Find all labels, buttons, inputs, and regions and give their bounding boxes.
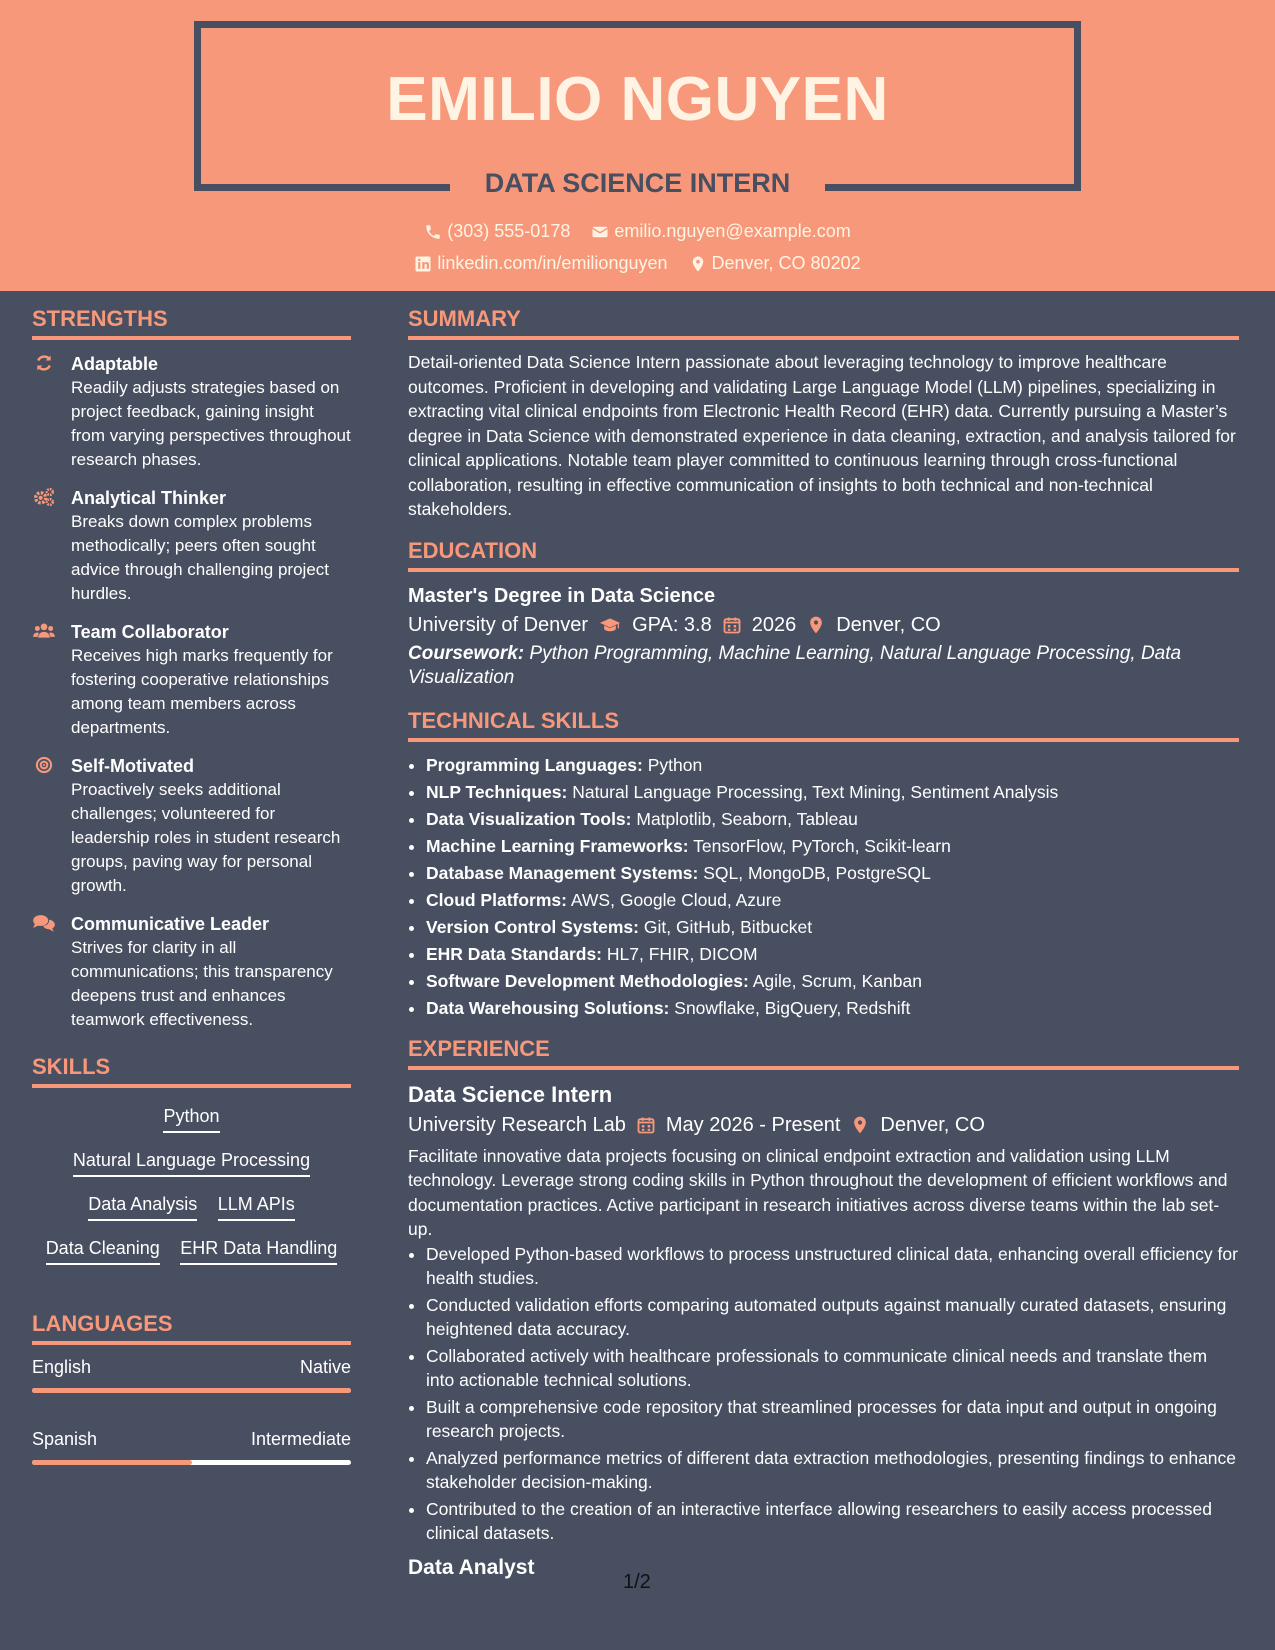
contact-linkedin[interactable] (414, 253, 667, 274)
strength-item (32, 620, 351, 740)
strength-item (32, 912, 351, 1032)
strength-item (32, 486, 351, 606)
coursework-list: Python Programming, Machine Learning, Natural Language Processing, Data Visualization (408, 642, 1182, 688)
technical-skill-category: Cloud Platforms: (426, 889, 567, 910)
skill-tag: Data Analysis (88, 1194, 197, 1221)
technical-skill-item (426, 806, 1239, 833)
graduation-year: 2026 (751, 613, 797, 636)
resume-header (0, 0, 1275, 291)
envelope-icon (591, 223, 609, 241)
technical-skill-category: Programming Languages: (426, 754, 643, 775)
users-icon (32, 621, 56, 641)
skill-tag: LLM APIs (218, 1194, 295, 1221)
coursework-label: Coursework: (408, 642, 525, 664)
location-text: Denver, CO 80202 (711, 253, 861, 273)
technical-skill-category: Version Control Systems: (426, 916, 639, 937)
comments-icon (32, 913, 56, 933)
language-bar-fill (32, 1460, 192, 1465)
email-text: emilio.nguyen@example.com (614, 221, 851, 241)
skill-row (32, 1194, 351, 1221)
strength-name: Team Collaborator (71, 622, 229, 642)
language-row (32, 1429, 351, 1450)
degree-name: Master's Degree in Data Science (408, 584, 716, 607)
strength-name: Self-Motivated (71, 756, 195, 776)
skill-row (32, 1106, 351, 1133)
technical-skill-values: HL7, FHIR, DICOM (606, 943, 758, 964)
strength-desc: Proactively seeks additional challenges; volunteered for leadership roles in student research groups, paving way for personal growth. (71, 780, 341, 895)
experience-heading: EXPERIENCE (408, 1036, 1239, 1070)
technical-skill-item (426, 887, 1239, 914)
job-location: Denver, CO (880, 1113, 985, 1136)
technical-skill-category: Data Warehousing Solutions: (426, 997, 670, 1018)
languages-list (32, 1357, 351, 1465)
strength-name: Communicative Leader (71, 914, 270, 934)
language-row (32, 1357, 351, 1378)
linkedin-icon (414, 255, 432, 273)
skills-heading: SKILLS (32, 1054, 351, 1088)
graduation-cap-icon (598, 615, 622, 635)
skill-row (32, 1238, 351, 1265)
skills-list (32, 1100, 351, 1265)
map-pin-icon (806, 615, 826, 635)
strength-item (32, 754, 351, 898)
target-icon (32, 755, 56, 775)
technical-skill-item (426, 995, 1239, 1022)
job-bullet: • Conducted validation efforts comparing automated outputs against manually curated datasets, ensuring heightened data accuracy. (426, 1293, 1239, 1342)
phone-icon (424, 223, 442, 241)
refresh-icon (32, 353, 56, 373)
contact-location (689, 253, 861, 274)
technical-skill-values: Natural Language Processing, Text Mining, Sentiment Analysis (572, 781, 1059, 802)
skill-row (32, 1150, 351, 1177)
map-pin-icon (689, 255, 707, 273)
technical-skills-list (408, 752, 1239, 1022)
strength-desc: Receives high marks frequently for fostering cooperative relationships among team members across departments. (71, 646, 333, 737)
technical-skill-item (426, 914, 1239, 941)
job-bullet: • Developed Python-based workflows to process unstructured clinical data, enhancing overall efficiency for health studies. (426, 1242, 1239, 1291)
technical-skill-item (426, 860, 1239, 887)
right-column (408, 306, 1239, 1580)
skill-tag: Python (163, 1106, 219, 1133)
language-name: Spanish (32, 1429, 98, 1449)
phone-text: (303) 555-0178 (447, 221, 571, 241)
language-bar-fill (32, 1388, 351, 1393)
technical-skill-category: Machine Learning Frameworks: (426, 835, 689, 856)
technical-skill-values: TensorFlow, PyTorch, Scikit-learn (693, 835, 951, 856)
job-bullet: • Contributed to the creation of an interactive interface allowing researchers to easily access processed clinical datasets. (426, 1497, 1239, 1546)
technical-skills-bullets (408, 752, 1239, 1022)
gears-icon (32, 487, 56, 507)
technical-skill-item (426, 752, 1239, 779)
job-org: University Research Lab (408, 1113, 626, 1136)
technical-skill-item (426, 779, 1239, 806)
left-column (32, 306, 351, 1501)
technical-skill-values: Snowflake, BigQuery, Redshift (674, 997, 911, 1018)
technical-skill-category: Software Development Methodologies: (426, 970, 749, 991)
summary-heading: SUMMARY (408, 306, 1239, 340)
job-description: Facilitate innovative data projects focusing on clinical endpoint extraction and validation using LLM technology. Leverage strong coding skills in Python throughout the development of efficient workflows and documentation practices. Active participant in research initiatives across diverse teams within the lab set-up. (408, 1145, 1228, 1239)
technical-skill-item (426, 833, 1239, 860)
languages-heading: LANGUAGES (32, 1311, 351, 1345)
technical-skill-values: Agile, Scrum, Kanban (752, 970, 922, 991)
school-name: University of Denver (408, 613, 589, 636)
strength-name: Analytical Thinker (71, 488, 227, 508)
language-level: Native (299, 1357, 351, 1377)
linkedin-text: linkedin.com/in/emilionguyen (437, 253, 668, 273)
skill-tag: Data Cleaning (46, 1238, 160, 1265)
job-dates: May 2026 - Present (665, 1113, 841, 1136)
technical-skill-values: Git, GitHub, Bitbucket (643, 916, 813, 937)
page-number: 1/2 (623, 1571, 651, 1593)
technical-skill-category: EHR Data Standards: (426, 943, 603, 964)
gpa-text: GPA: 3.8 (632, 613, 712, 636)
technical-skill-category: Data Visualization Tools: (426, 808, 632, 829)
language-level: Intermediate (250, 1429, 351, 1449)
technical-skill-item (426, 968, 1239, 995)
contact-row-1 (0, 221, 1275, 246)
contact-row-2 (0, 253, 1275, 278)
map-pin-icon (850, 1115, 870, 1135)
technical-skill-values: Python (647, 754, 703, 775)
coursework (408, 642, 1239, 690)
summary-text: Detail-oriented Data Science Intern passionate about leveraging technology to improve healthcare outcomes. Proficient in developing and validating Large Language Model (LLM) pipelines, specializing in extracting vital clinical endpoints from Electronic Health Record (EHR) data. Currently pursuing a Master’s degree in Data Science with demonstrated experience in data cleaning, extraction, and analysis tailored for clinical applications. Notable team player committed to continuous learning through cross-functional collaboration, resulting in effective communication of insights to both technical and non-technical stakeholders. (408, 352, 1236, 519)
education-heading: EDUCATION (408, 538, 1239, 572)
skill-tag: EHR Data Handling (180, 1238, 337, 1265)
job-bullet: • Built a comprehensive code repository that streamlined processes for data input and output in ongoing research projects. (426, 1395, 1239, 1444)
skill-tag: Natural Language Processing (73, 1150, 310, 1177)
job-meta (408, 1110, 1239, 1140)
strength-desc: Readily adjusts strategies based on project feedback, gaining insight from varying perspectives throughout research phases. (71, 378, 351, 469)
strength-desc: Strives for clarity in all communications; this transparency deepens trust and enhances teamwork effectiveness. (71, 938, 333, 1029)
contact-email[interactable] (591, 221, 850, 242)
job-bullet: • Collaborated actively with healthcare professionals to communicate clinical needs and translate them into actionable technical solutions. (426, 1344, 1239, 1393)
candidate-name: EMILIO NGUYEN (386, 65, 889, 134)
calendar-icon (636, 1115, 656, 1135)
education-meta (408, 610, 1239, 640)
technical-skill-values: SQL, MongoDB, PostgreSQL (703, 862, 931, 883)
strength-item (32, 352, 351, 472)
language-bar (32, 1388, 351, 1393)
technical-skills-heading: TECHNICAL SKILLS (408, 708, 1239, 742)
technical-skill-item (426, 941, 1239, 968)
language-name: English (32, 1357, 92, 1377)
job-title: DATA SCIENCE INTERN (484, 168, 791, 198)
technical-skill-values: AWS, Google Cloud, Azure (570, 889, 782, 910)
strength-name: Adaptable (71, 354, 159, 374)
strengths-heading: STRENGTHS (32, 306, 351, 340)
job-bullet: • Analyzed performance metrics of different data extraction methodologies, presenting findings to enhance stakeholder decision-making. (426, 1446, 1239, 1495)
job-bullets (408, 1242, 1239, 1546)
technical-skill-category: NLP Techniques: (426, 781, 568, 802)
language-bar (32, 1460, 351, 1465)
technical-skill-values: Matplotlib, Seaborn, Tableau (636, 808, 858, 829)
school-location: Denver, CO (836, 613, 941, 636)
technical-skill-category: Database Management Systems: (426, 862, 699, 883)
job-title: Data Analyst (408, 1555, 535, 1579)
job-title: Data Science Intern (408, 1081, 613, 1107)
strength-desc: Breaks down complex problems methodically; peers often sought advice through challenging project hurdles. (71, 512, 330, 603)
contact-phone[interactable] (424, 221, 570, 242)
calendar-icon (722, 615, 742, 635)
